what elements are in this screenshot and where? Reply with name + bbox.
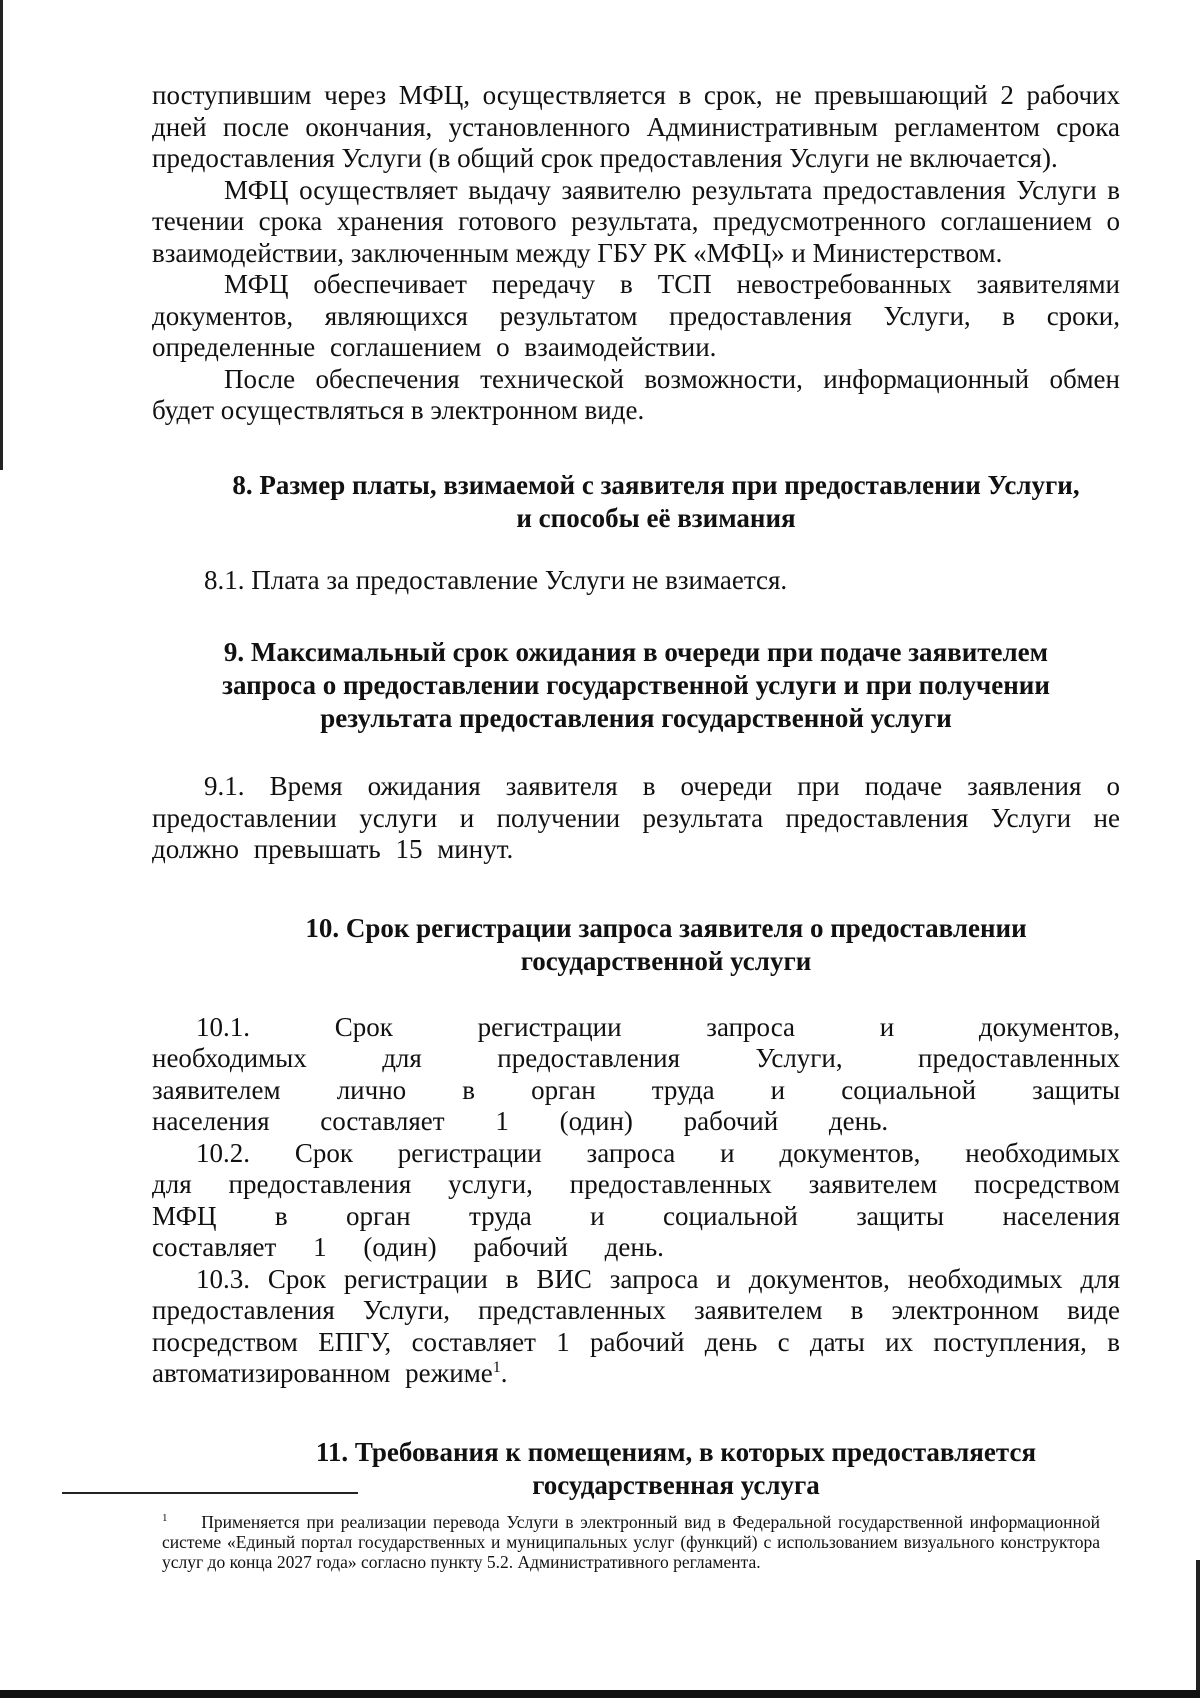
- section-9-heading: [152, 636, 1120, 735]
- section-10-paragraph-3-end: .: [500, 1358, 508, 1388]
- footnote-marker: 1: [162, 1512, 168, 1525]
- section-10-paragraph-3-text: 10.3. Срок регистрации в ВИС запроса и документов, необходимых для предоставления Услуги, представленных заявителем в электронном виде посредством ЕПГУ, составляет 1 рабочий день с даты их поступления, в автоматизированном режиме: [152, 1263, 1120, 1388]
- section-8-paragraph-1: 8.1. Плата за предоставление Услуги не взимается.: [204, 564, 788, 595]
- section-9-heading-line-3: результата предоставления государственной услуги: [320, 703, 952, 733]
- intro-paragraph-1: поступившим через МФЦ, осуществляется в срок, не превышающий 2 рабочих дней после окончания, установленного Административным регламентом срока предоставления Услуги (в общий срок предоставления Услуги не включается).: [152, 80, 1120, 173]
- section-10-heading-line-2: государственной услуги: [520, 945, 812, 976]
- section-8-heading: [152, 469, 1120, 535]
- scan-edge-left: [0, 0, 3, 470]
- footnote-text: Применяется при реализации перевода Услуги в электронный вид в Федеральной государственной информационной системе «Единый портал государственных и муниципальных услуг (функций) с использованием визуального конструктора услуг до конца 2027 года» согласно пункту 5.2. Административного регламента.: [162, 1512, 1101, 1572]
- section-10-heading: [152, 912, 1120, 978]
- section-9-heading-line-1: 9. Максимальный срок ожидания в очереди при подаче заявителем: [223, 637, 1049, 667]
- section-10-heading-line-1: 10. Срок регистрации запроса заявителя о предоставлении: [305, 912, 1027, 943]
- section-8-heading-line-1: 8. Размер платы, взимаемой с заявителя при предоставлении Услуги,: [232, 469, 1080, 500]
- intro-paragraph-2: МФЦ осуществляет выдачу заявителю результата предоставления Услуги в течении срока хранения готового результата, предусмотренного соглашением о взаимодействии, заключенным между ГБУ РК «МФЦ» и Министерством.: [152, 174, 1120, 268]
- footnote: [162, 1512, 1100, 1572]
- footnote-divider: [62, 1492, 358, 1494]
- intro-paragraph-3: МФЦ обеспечивает передачу в ТСП невостребованных заявителями документов, являющихся результатом предоставления Услуги, в сроки, определенные соглашением о взаимодействии.: [152, 269, 1120, 362]
- section-10-paragraph-2: 10.2. Срок регистрации запроса и документов, необходимых для предоставления услуги, предоставленных заявителем посредством МФЦ в орган труда и социальной защиты населения составляет 1 (один) рабочий день.: [152, 1137, 1120, 1262]
- section-10-paragraph-3: [152, 1264, 1120, 1390]
- intro-paragraph-4: После обеспечения технической возможности, информационный обмен будет осуществляться в электронном виде.: [152, 363, 1120, 425]
- section-11-heading-line-2: государственная услуга: [532, 1469, 820, 1500]
- section-9-heading-line-2: запроса о предоставлении государственной услуги и при получении: [222, 670, 1050, 700]
- section-10-paragraph-1: 10.1. Срок регистрации запроса и документов, необходимых для предоставления Услуги, предоставленных заявителем лично в орган труда и социальной защиты населения составляет 1 (один) рабочий день.: [152, 1011, 1120, 1136]
- section-8-heading-line-2: и способы её взимания: [516, 502, 796, 533]
- section-9-paragraph-1: 9.1. Время ожидания заявителя в очереди при подаче заявления о предоставлении услуги и получении результата предоставления Услуги не должно превышать 15 минут.: [152, 771, 1120, 864]
- footnote-reference[interactable]: 1: [492, 1359, 501, 1376]
- scan-edge-bottom: [0, 1690, 1200, 1698]
- document-page: [152, 80, 1120, 1502]
- scan-edge-right: [1196, 1560, 1200, 1698]
- section-11-heading-line-1: 11. Требования к помещениям, в которых предоставляется: [315, 1436, 1037, 1467]
